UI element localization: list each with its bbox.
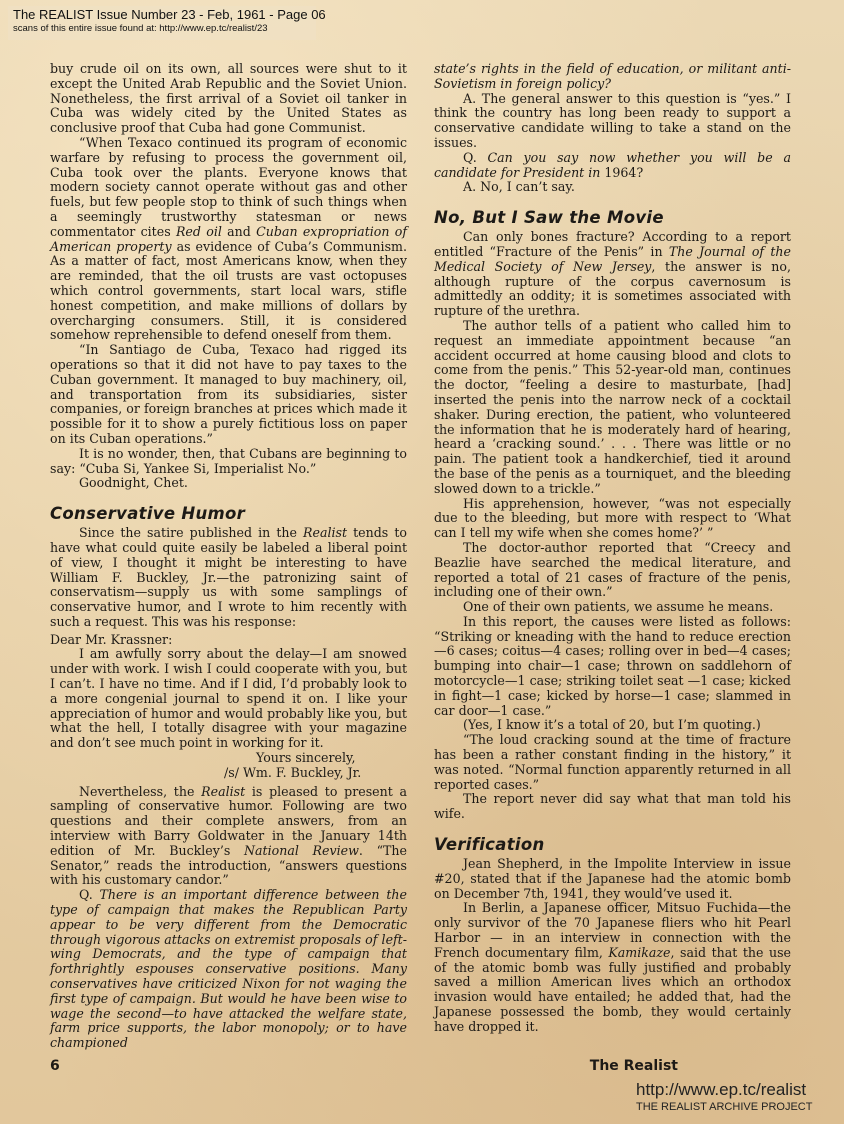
paragraph: “The loud cracking sound at the time of fracture has been a rather constant finding in the history,” it was noted. “Normal function apparently returned in all reported cases.” — [434, 732, 791, 792]
section-heading-no-but-i-saw-the-movie: No, But I Saw the Movie — [434, 208, 664, 228]
archive-header-overlay — [8, 6, 326, 40]
paragraph: Since the satire published in the Realist tends to have what could quite easily be labeled a liberal point of view, I thought it might be interesting to have William F. Buckley, Jr.—the patronizing saint of conservatism—supply us with some samplings of conservative humor, and I wrote to him recently with such a request. This was his response: — [50, 525, 407, 629]
letter-salutation: Dear Mr. Krassner: — [50, 631, 173, 647]
footer-masthead: The Realist — [589, 1058, 678, 1074]
paragraph: His apprehension, however, “was not especially due to the bleeding, but more with respect to ‘What can I tell my wife when she comes home?’ ” — [434, 495, 791, 541]
paragraph: “In Santiago de Cuba, Texaco had rigged its operations so that it did not have to pay taxes to the Cuban government. It managed to buy machinery, oil, and transportation from its subsidiaries, sister companies, or foreign branches at prices which made it possible for it to show a purely fictitious loss on paper on its Cuban operations.” — [50, 342, 407, 446]
paragraph: Nevertheless, the Realist is pleased to present a sampling of conservative humor. Following are two questions and their complete answers, from an interview with Barry Goldwater in the January 14th edition of Mr. Buckley’s National Review. “The Senator,” reads the introduction, “answers questions with his customary candor.” — [50, 783, 407, 888]
letter-body: I am awfully sorry about the delay—I am snowed under with work. I wish I could cooperate with you, but I can’t. I have no time. And if I did, I’d probably look to a more congenial journal to spend it on. I like your appreciation of humor and would probably like you, but what the hell, I totally disagree with your magazine and don’t see much point in working for it. — [50, 646, 407, 751]
question-continued: state’s rights in the field of education, or militant anti-Sovietism in foreign policy? — [434, 61, 791, 91]
paragraph: The report never did say what that man told his wife. — [434, 791, 791, 822]
paragraph: buy crude oil on its own, all sources were shut to it except the United Arab Republic and the Soviet Union. Nonetheless, the first arrival of a Soviet oil tanker in Cuba was widely cited by the United States as conclusive proof that Cuba had gone Communist. — [50, 61, 407, 136]
paragraph: The author tells of a patient who called him to request an immediate appointment because “an accident occurred at home causing blood and clots to come from the penis.” This 52-year-old man, continues the doctor, “feeling a desire to masturbate, [had] inserted the penis into the narrow neck of a cocktail shaker. During erection, the patient, who volunteered the information that he is moderately hard of hearing, heard a ‘cracking sound.’ . . . There was little or no pain. The patient took a handkerchief, tied it around the base of the penis as a tourniquet, and the bleeding slowed down to a trickle.” — [434, 317, 791, 496]
letter-closing: Yours sincerely, — [256, 750, 356, 766]
section-heading-conservative-humor: Conservative Humor — [50, 504, 246, 524]
section-heading-verification: Verification — [434, 835, 545, 855]
issue-title: The REALIST Issue Number 23 - Feb, 1961 - Page 06 — [13, 7, 326, 22]
signoff: Goodnight, Chet. — [79, 475, 188, 491]
paragraph: (Yes, I know it’s a total of 20, but I’m quoting.) — [463, 717, 761, 733]
paragraph: The doctor-author reported that “Creecy and Beazlie have searched the medical literature, and reported a total of 21 cases of fracture of the penis, including one of their own.” — [434, 539, 791, 600]
question: Q. Can you say now whether you will be a candidate for President in 1964? — [434, 149, 791, 180]
archive-source-note: scans of this entire issue found at: http://www.ep.tc/realist/23 — [13, 23, 268, 34]
paragraph: In Berlin, a Japanese officer, Mitsuo Fuchida—the only survivor of the 70 Japanese fliers who hit Pearl Harbor — in an interview in connection with the French documentary film, Kamikaze, said that the use of the atomic bomb was fully justified and probably saved a million American lives which an orthodox invasion would have entailed; he added that, had the Japanese possessed the bomb, they would certainly have dropped it. — [434, 900, 791, 1034]
letter-signature: /s/ Wm. F. Buckley, Jr. — [224, 764, 362, 780]
paragraph: “When Texaco continued its program of economic warfare by refusing to process the government oil, Cuba took over the plants. Everyone knows that modern society cannot operate without gas and other fuels, but few people stop to think of such things when a seemingly trustworthy statesman or news commentator cites Red oil and Cuban expropriation of American property as evidence of Cuba’s Communism. As a matter of fact, most Americans know, when they are reminded, that the oil trusts are vast octopuses which control governments, start local wars, stifle honest competition, and make millions of dollars by overcharging consumers. Still, it is considered somehow reprehensible to defend oneself from them. — [50, 134, 408, 343]
page-number: 6 — [50, 1058, 60, 1074]
answer: A. The general answer to this question is “yes.” I think the country has long been ready to support a conservative candidate willing to take a stand on the issues. — [434, 90, 791, 150]
question: Q. There is an important difference between the type of campaign that makes the Republican Party appear to be very different from the Democratic through vigorous attacks on extremist proposals of left-wing Democrats, and the type of campaign that forthrightly espouses conservative positions. Many conservatives have criticized Nixon for not waging the first type of campaign. But would he have been wise to wage the second—to have attacked the welfare state, farm price supports, the labor monopoly; or to have championed — [50, 887, 407, 1051]
archive-project-label: THE REALIST ARCHIVE PROJECT — [636, 1101, 813, 1113]
paragraph: Can only bones fracture? According to a report entitled “Fracture of the Penis” in The Journal of the Medical Society of New Jersey, the answer is no, although rupture of the corpus cavernosum is admittedly an oddity; it is sometimes associated with rupture of the urethra. — [434, 229, 791, 319]
paragraph: It is no wonder, then, that Cubans are beginning to say: “Cuba Si, Yankee Si, Imperialist No.” — [50, 445, 407, 476]
answer: A. No, I can’t say. — [463, 179, 575, 195]
archive-url: http://www.ep.tc/realist — [636, 1080, 807, 1099]
paragraph: In this report, the causes were listed as follows: “Striking or kneading with the hand to reduce erection—6 cases; coitus—4 cases; rolling over in bed—4 cases; bumping into chair—1 case; thrown on saddlehorn of motorcycle—1 case; striking toilet seat —1 case; kicked in fight—1 case; kicked by horse—1 case; slammed in car door—1 case.” — [434, 613, 791, 718]
left-column — [50, 62, 407, 1051]
right-column — [434, 62, 791, 1035]
paragraph: One of their own patients, we assume he means. — [463, 599, 774, 615]
paragraph: Jean Shepherd, in the Impolite Interview in issue #20, stated that if the Japanese had the atomic bomb on December 7th, 1941, they would’ve used it. — [434, 856, 791, 901]
